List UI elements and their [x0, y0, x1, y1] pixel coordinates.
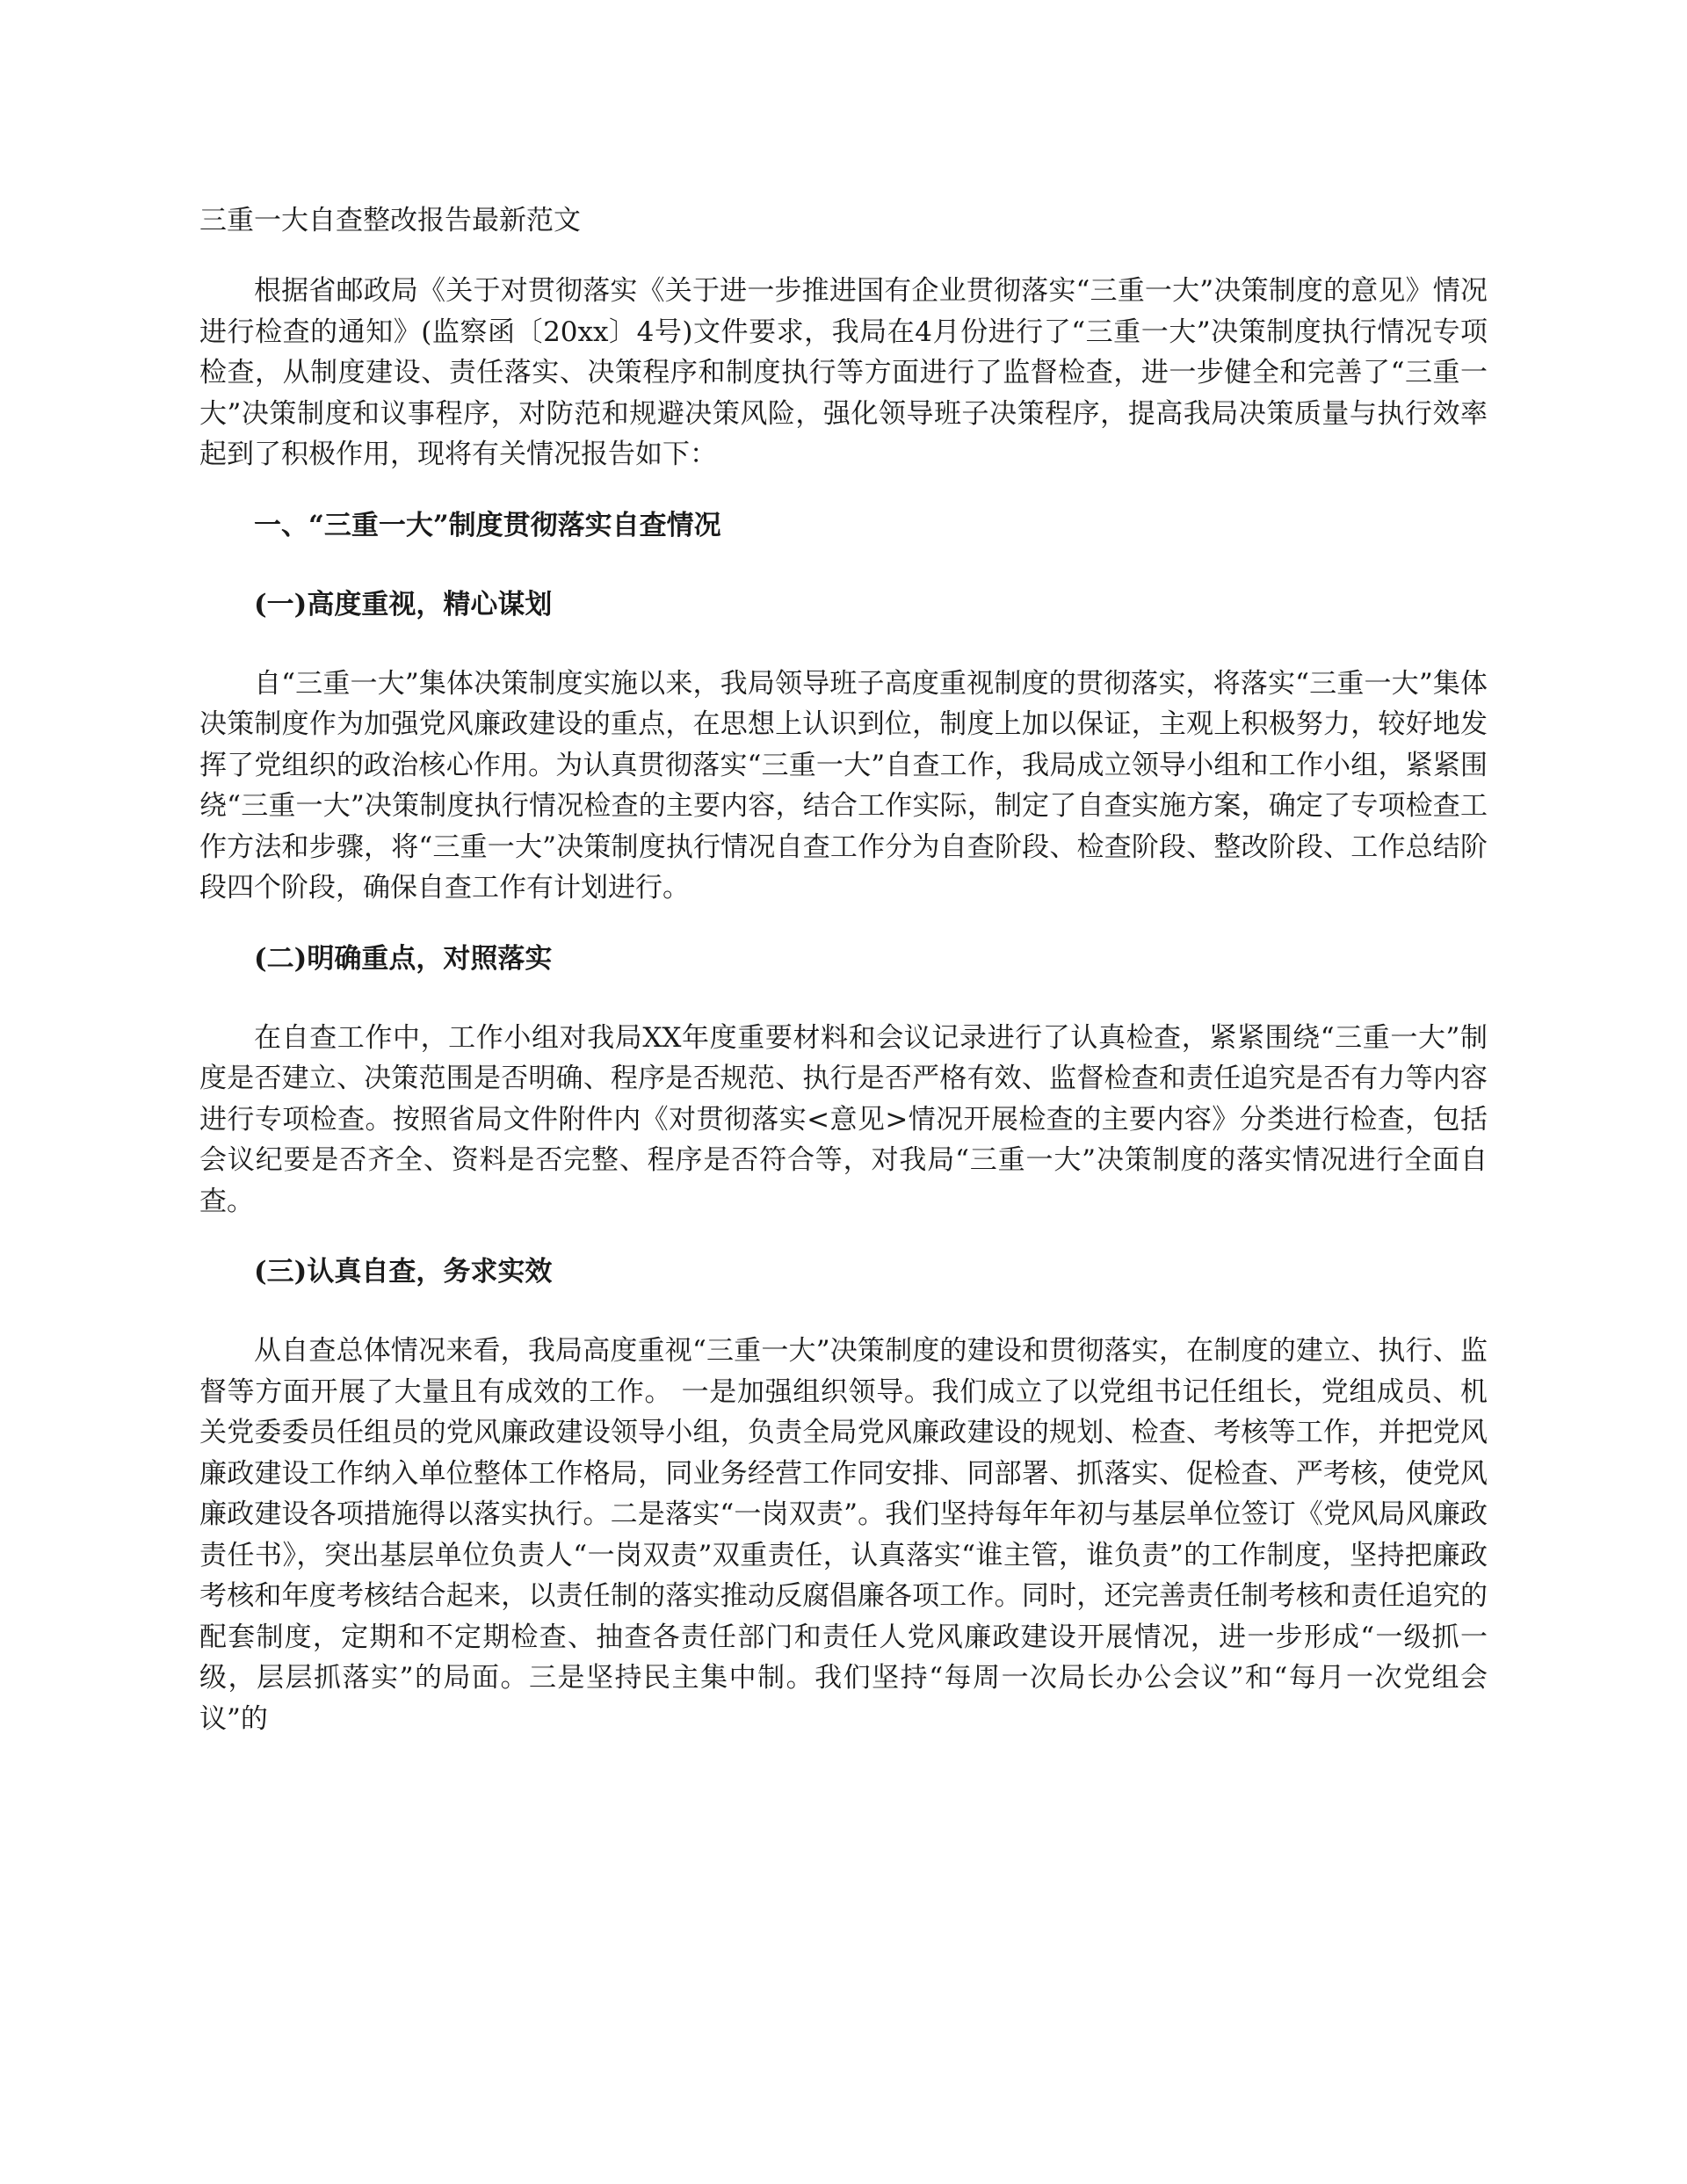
subsection-heading-2: (二)明确重点，对照落实 [254, 942, 553, 975]
document-body [199, 200, 1488, 1769]
subsection-body-1: 自“三重一大”集体决策制度实施以来，我局领导班子高度重视制度的贯彻落实，将落实“三重一大”集体决策制度作为加强党风廉政建设的重点，在思想上认识到位，制度上加以保证，主观上积极努力，较好地发挥了党组织的政治核心作用。为认真贯彻落实“三重一大”自查工作，我局成立领导小组和工作小组，紧紧围绕“三重一大”决策制度执行情况检查的主要内容，结合工作实际，制定了自查实施方案，确定了专项检查工作方法和步骤，将“三重一大”决策制度执行情况自查工作分为自查阶段、检查阶段、整改阶段、工作总结阶段四个阶段，确保自查工作有计划进行。 [199, 667, 1488, 903]
subsection-body-3: 从自查总体情况来看，我局高度重视“三重一大”决策制度的建设和贯彻落实，在制度的建立、执行、监督等方面开展了大量且有成效的工作。 一是加强组织领导。我们成立了以党组书记任组长，党组成员、机关党委委员任组员的党风廉政建设领导小组，负责全局党风廉政建设的规划、检查、考核等工作，并把党风廉政建设工作纳入单位整体工作格局，同业务经营工作同安排、同部署、抓落实、促检查、严考核，使党风廉政建设各项措施得以落实执行。二是落实“一岗双责”。我们坚持每年年初与基层单位签订《党风局风廉政责任书》，突出基层单位负责人“一岗双责”双重责任，认真落实“谁主管，谁负责”的工作制度，坚持把廉政考核和年度考核结合起来，以责任制的落实推动反腐倡廉各项工作。同时，还完善责任制考核和责任追究的配套制度，定期和不定期检查、抽查各责任部门和责任人党风廉政建设开展情况，进一步形成“一级抓一级，层层抓落实”的局面。三是坚持民主集中制。我们坚持“每周一次局长办公会议”和“每月一次党组会议”的 [199, 1335, 1488, 1735]
subsection-body-2: 在自查工作中，工作小组对我局XX年度重要材料和会议记录进行了认真检查，紧紧围绕“三重一大”制度是否建立、决策范围是否明确、程序是否规范、执行是否严格有效、监督检查和责任追究是否有力等内容进行专项检查。按照省局文件附件内《对贯彻落实<意见>情况开展检查的主要内容》分类进行检查，包括会议纪要是否齐全、资料是否完整、程序是否符合等，对我局“三重一大”决策制度的落实情况进行全面自查。 [199, 1021, 1488, 1217]
section-heading-1: 一、“三重一大”制度贯彻落实自查情况 [254, 509, 721, 541]
intro-paragraph: 根据省邮政局《关于对贯彻落实《关于进一步推进国有企业贯彻落实“三重一大”决策制度的意见》情况进行检查的通知》(监察函〔20xx〕4号)文件要求，我局在4月份进行了“三重一大”决策制度执行情况专项检查，从制度建设、责任落实、决策程序和制度执行等方面进行了监督检查，进一步健全和完善了“三重一大”决策制度和议事程序，对防范和规避决策风险，强化领导班子决策程序，提高我局决策质量与执行效率起到了积极作用，现将有关情况报告如下： [199, 275, 1488, 470]
subsection-heading-1: (一)高度重视，精心谋划 [254, 588, 553, 620]
subsection-heading-3: (三)认真自查，务求实效 [254, 1256, 553, 1288]
document-title: 三重一大自查整改报告最新范文 [199, 205, 581, 236]
